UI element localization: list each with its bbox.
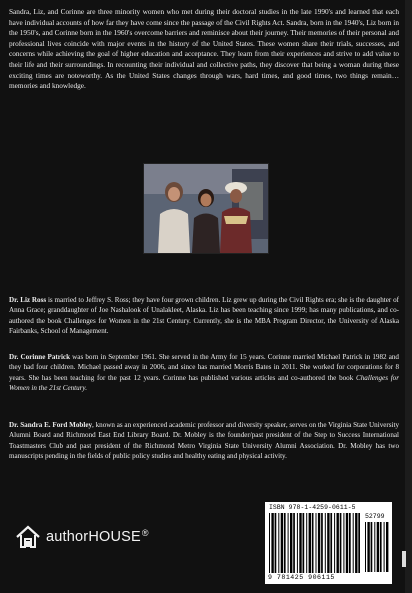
- barcode-bar: [306, 513, 307, 573]
- barcode-bar: [318, 513, 320, 573]
- bio-corinne-patrick: [9, 352, 399, 394]
- authors-photo-image: [144, 164, 268, 253]
- bio-corinne-patrick-book: Challenges for Women in the 21st Century.: [9, 373, 399, 393]
- price-barcode-bars: [365, 522, 389, 572]
- barcode-bar: [386, 522, 388, 572]
- barcode-bar: [290, 513, 292, 573]
- barcode-bar: [380, 522, 382, 572]
- publisher-registered-mark: ®: [141, 528, 149, 538]
- barcode-bar: [278, 513, 279, 573]
- barcode-bar: [355, 513, 357, 573]
- barcode-bar: [334, 513, 335, 573]
- spine-mark: [402, 551, 406, 567]
- barcode-bar: [293, 513, 295, 573]
- barcode-bar: [303, 513, 305, 573]
- authorhouse-house-icon: [15, 525, 41, 549]
- ean-digits: 9 781425 906115: [268, 574, 335, 581]
- barcode-bar: [330, 513, 332, 573]
- price-code: 52799: [365, 513, 385, 520]
- barcode-bar: [321, 513, 323, 573]
- publisher-logo: [15, 523, 149, 551]
- isbn-number: ISBN 978-1-4259-0611-5: [269, 504, 356, 511]
- barcode-bar: [353, 513, 354, 573]
- barcode-bar: [349, 513, 351, 573]
- barcode-bar: [269, 513, 270, 573]
- barcode-bar: [288, 513, 289, 573]
- barcode-bar: [365, 522, 366, 572]
- barcode-bar: [377, 522, 379, 572]
- authors-photo: [143, 163, 269, 254]
- bio-corinne-patrick-text: was born in September 1961. She served in the Army for 15 years. Corinne married Michael Patrick in 1982 and they had four children. Michael passed away in 2006, and since has married Morris Bates in 2011. She worked for corporations for 8 years. She has been teaching for the past 12 years. Corinne has published various articles and co-authored the book: [9, 353, 399, 382]
- barcode-bar: [309, 513, 311, 573]
- bio-corinne-patrick-name: Dr. Corinne Patrick: [9, 353, 71, 361]
- barcode-bar: [340, 513, 342, 573]
- barcode-bar: [346, 513, 348, 573]
- barcode-bar: [358, 513, 360, 573]
- bio-liz-ross: [9, 295, 399, 337]
- barcode-bar: [384, 522, 385, 572]
- barcode-bar: [325, 513, 326, 573]
- bio-sandra-mobley: [9, 420, 399, 462]
- cover-blurb: Sandra, Liz, and Corinne are three minority women who met during their doctoral studies in the late 1990's and learned that each have individual accounts of how far they have come since the passage of the Civil Rights Act. Sandra, born in the 1940's, Liz born in the 1950's, and Corinne born in the 1960's overcome barriers and reminisce about their journey. Their memories of their personal and professional lives coincide with major events in the history of the United States. These women share their trials, successes, and concerns while achieving the goal of higher education and acceptance. They learn from their experiences and strive to add value to their life and their surroundings. In recounting their individual and collective paths, they discover that being a woman during these exciting times are noteworthy. As the United States changes through wars, hard times, and good times, two things remain… memories and knowledge.: [9, 7, 399, 91]
- barcode-bar: [297, 513, 298, 573]
- bio-liz-ross-name: Dr. Liz Ross: [9, 296, 47, 304]
- barcode-bar: [337, 513, 339, 573]
- bio-liz-ross-text: is married to Jeffrey S. Ross; they have four grown children. Liz grew up during the Civil Rights era; she is the daughter of Anna Grace; granddaughter of Joe Nashalook of Unalakleet, Alaska. Liz has been teaching since 1999; has many publications, and co-authored the book Challenges for Women in the 21st Century. Currently, she is the MBA Program Director, the University of Alaska Fairbanks, School of Management.: [9, 296, 400, 336]
- barcode-bar: [271, 513, 273, 573]
- barcode-bar: [284, 513, 286, 573]
- barcode-bar: [367, 522, 369, 572]
- barcode-bar: [327, 513, 329, 573]
- barcode-bar: [316, 513, 317, 573]
- spine-edge: [405, 0, 412, 593]
- barcode-bar: [374, 522, 375, 572]
- bio-sandra-mobley-text: , known as an experienced academic professor and diversity speaker, serves on the Virginia State University Alumni Board and Richmond East End Library Board. Dr. Mobley is the founder/past president of the Step to Success International Toastmasters Club and past president of the Richmond Metro Virginia State University Alumni Association. Dr. Mobley has two manuscripts pending in the fields of public policy studies and healthy eating and physical activity.: [9, 421, 399, 461]
- isbn-barcode: [265, 502, 392, 584]
- barcode-bar: [275, 513, 277, 573]
- barcode-bar: [312, 513, 314, 573]
- publisher-name: authorHOUSE: [46, 529, 141, 545]
- ean-barcode-bars: [269, 513, 361, 573]
- barcode-bar: [299, 513, 301, 573]
- barcode-bar: [371, 522, 373, 572]
- bio-sandra-mobley-name: Dr. Sandra E. Ford Mobley: [9, 421, 93, 429]
- barcode-bar: [281, 513, 283, 573]
- barcode-bar: [343, 513, 344, 573]
